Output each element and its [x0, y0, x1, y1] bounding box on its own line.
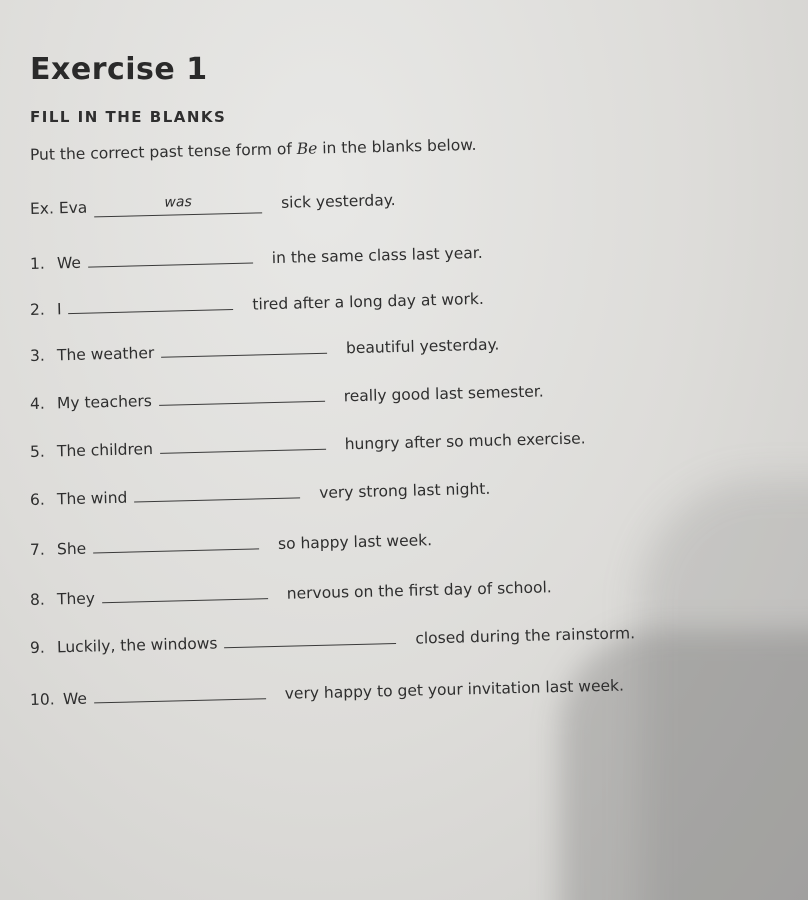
list-item [30, 424, 586, 461]
answer-blank[interactable] [134, 479, 300, 502]
item-number: 1. [29, 254, 46, 273]
item-subject: Luckily, the windows [56, 634, 218, 657]
answer-blank[interactable] [161, 335, 327, 358]
list-item [30, 239, 483, 273]
list-item [30, 619, 636, 657]
item-subject: My teachers [56, 392, 153, 413]
list-item [30, 671, 624, 709]
item-subject: We [62, 689, 88, 709]
section-subtitle: FILL IN THE BLANKS [30, 108, 227, 126]
list-item [30, 377, 544, 413]
item-rest: nervous on the first day of school. [286, 578, 552, 603]
example-blank [94, 194, 262, 217]
item-subject: The wind [56, 488, 128, 509]
list-item [30, 331, 500, 365]
answer-blank[interactable] [158, 383, 324, 406]
item-rest: very happy to get your invitation last week. [284, 676, 625, 703]
answer-blank[interactable] [160, 431, 326, 454]
answer-blank[interactable] [102, 580, 268, 603]
example-answer: was [164, 194, 192, 211]
item-number: 6. [29, 490, 46, 509]
item-subject: We [56, 253, 82, 273]
page-title: Exercise 1 [30, 52, 208, 87]
answer-blank[interactable] [88, 245, 253, 268]
instruction-after: in the blanks below. [317, 135, 477, 158]
item-subject: They [56, 589, 96, 609]
paper-shadow-dark [560, 630, 808, 900]
item-number: 3. [29, 346, 46, 365]
item-number: 2. [29, 300, 46, 319]
item-number: 9. [29, 638, 46, 657]
list-item [30, 285, 484, 319]
instruction-emphasis: Be [296, 139, 318, 158]
answer-blank[interactable] [68, 291, 233, 314]
instruction-text [30, 136, 477, 164]
item-rest: very strong last night. [318, 479, 491, 502]
instruction-before: Put the correct past tense form of [29, 139, 297, 164]
item-subject: She [56, 539, 87, 559]
example-subject: Eva [58, 198, 88, 218]
item-number: 10. [29, 690, 55, 709]
list-item [30, 475, 491, 509]
item-rest: hungry after so much exercise. [344, 429, 586, 454]
answer-blank[interactable] [94, 680, 266, 703]
item-subject: I [56, 300, 62, 319]
item-rest: closed during the rainstorm. [415, 624, 636, 648]
item-number: 8. [29, 590, 46, 609]
list-item [30, 526, 433, 559]
list-item [30, 573, 552, 609]
item-number: 7. [29, 540, 46, 559]
item-rest: tired after a long day at work. [252, 289, 485, 314]
item-rest: really good last semester. [343, 382, 544, 406]
item-subject: The weather [56, 343, 155, 365]
example-line [30, 191, 396, 219]
answer-blank[interactable] [93, 530, 259, 553]
item-rest: so happy last week. [277, 531, 433, 553]
answer-blank[interactable] [224, 625, 396, 648]
item-number: 4. [29, 394, 46, 413]
example-number: Ex. [29, 199, 55, 218]
item-rest: in the same class last year. [271, 243, 483, 268]
item-rest: beautiful yesterday. [345, 335, 500, 358]
example-rest: sick yesterday. [280, 191, 396, 212]
item-subject: The children [56, 439, 154, 461]
item-number: 5. [29, 442, 46, 461]
